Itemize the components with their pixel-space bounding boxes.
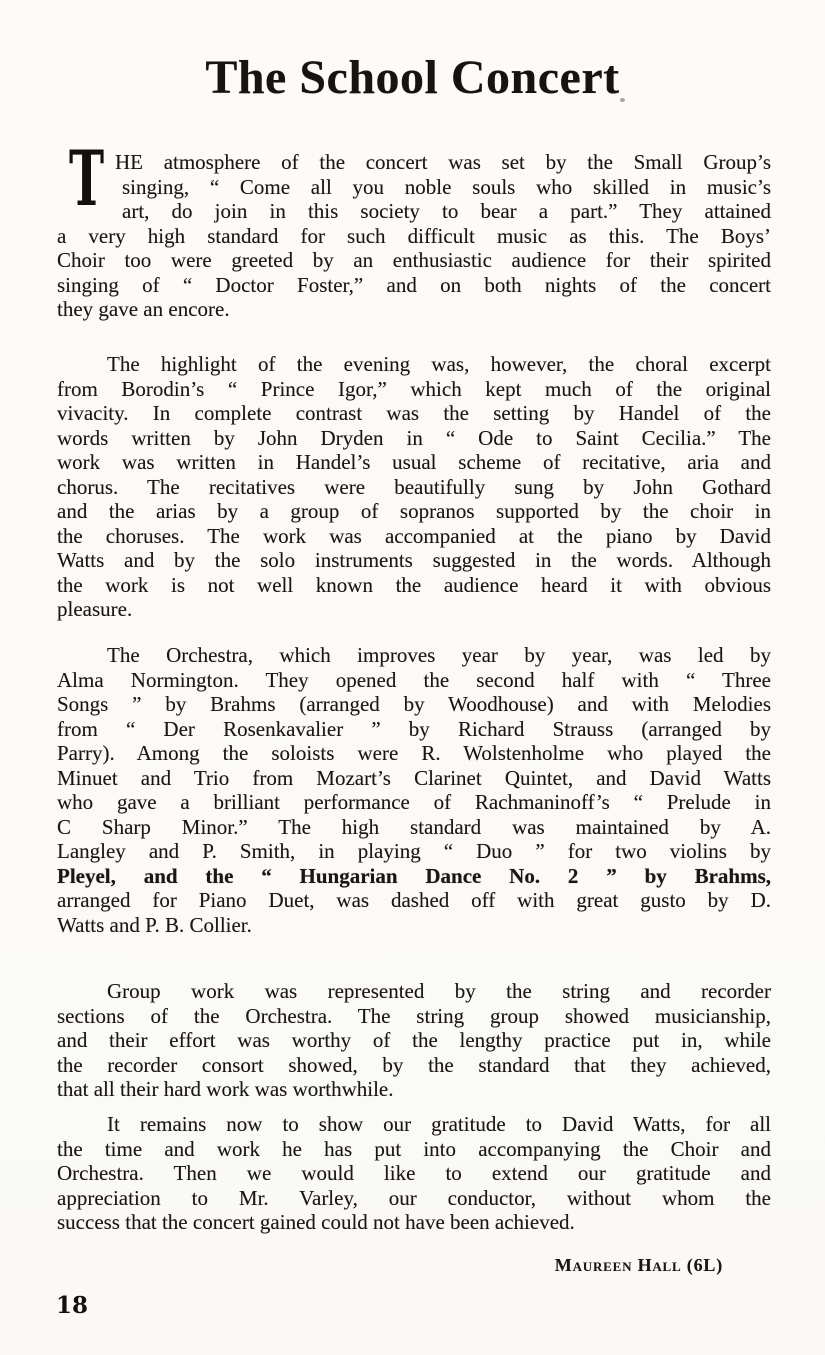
text-line: Minuet and Trio from Mozart’s Clarinet Quintet, and David Watts bbox=[57, 765, 771, 790]
article-body bbox=[57, 0, 771, 1355]
text-line: sections of the Orchestra. The string group showed musicianship, bbox=[57, 1003, 771, 1028]
text-line: Alma Normington. They opened the second half with “ Three bbox=[57, 667, 771, 692]
text-line: work was written in Handel’s usual scheme of recitative, aria and bbox=[57, 450, 771, 474]
text-line: vivacity. In complete contrast was the setting by Handel of the bbox=[57, 401, 771, 425]
text-line: that all their hard work was worthwhile. bbox=[57, 1077, 394, 1101]
article-title: The School Concert bbox=[205, 51, 620, 104]
text-line: the choruses. The work was accompanied at the piano by David bbox=[57, 523, 771, 548]
text-line: pleasure. bbox=[57, 597, 133, 621]
text-line: singing, “ Come all you noble souls who skilled in music’s bbox=[122, 174, 771, 199]
text-line: and the arias by a group of sopranos supported by the choir in bbox=[57, 499, 771, 523]
text-line: It remains now to show our gratitude to David Watts, for all bbox=[107, 1112, 771, 1136]
page-number: 18 bbox=[56, 1292, 89, 1319]
text-line: The highlight of the evening was, however, the choral excerpt bbox=[107, 352, 771, 376]
text-line: Songs ” by Brahms (arranged by Woodhouse) and with Melodies bbox=[57, 692, 771, 716]
text-line: HE atmosphere of the concert was set by the Small Group’s bbox=[115, 150, 771, 174]
paragraph bbox=[57, 979, 771, 1102]
text-line: Parry). Among the soloists were R. Wolstenholme who played the bbox=[57, 741, 771, 765]
paragraph bbox=[57, 352, 771, 622]
text-line: C Sharp Minor.” The high standard was maintained by A. bbox=[57, 814, 771, 839]
text-line: The Orchestra, which improves year by year, was led by bbox=[107, 643, 771, 667]
text-line: chorus. The recitatives were beautifully sung by John Gothard bbox=[57, 474, 771, 499]
text-line: Watts and P. B. Collier. bbox=[57, 912, 252, 937]
text-line: the work is not well known the audience heard it with obvious bbox=[57, 572, 771, 597]
text-line: Group work was represented by the string and recorder bbox=[107, 979, 771, 1003]
text-line: Watts and by the solo instruments suggested in the words. Although bbox=[57, 548, 771, 572]
text-line: from Borodin’s “ Prince Igor,” which kept much of the original bbox=[57, 376, 771, 401]
text-line: a very high standard for such difficult music as this. The Boys’ bbox=[57, 223, 771, 248]
text-line: they gave an encore. bbox=[57, 297, 230, 321]
text-line: and their effort was worthy of the lengthy practice put in, while bbox=[57, 1028, 771, 1052]
text-line: the time and work he has put into accompanying the Choir and bbox=[57, 1136, 771, 1161]
text-line: the recorder consort showed, by the standard that they achieved, bbox=[57, 1052, 771, 1077]
drop-cap: T bbox=[69, 134, 105, 223]
text-line: Langley and P. Smith, in playing “ Duo ” for two violins by bbox=[57, 839, 771, 863]
text-line: art, do join in this society to bear a part.” They attained bbox=[122, 199, 771, 223]
text-line: arranged for Piano Duet, was dashed off with great gusto by D. bbox=[57, 888, 771, 912]
text-line: words written by John Dryden in “ Ode to Saint Cecilia.” The bbox=[57, 425, 771, 450]
author-byline: Maureen Hall (6L) bbox=[554, 1255, 723, 1275]
text-line: success that the concert gained could not have been achieved. bbox=[57, 1210, 575, 1234]
text-line: from “ Der Rosenkavalier ” by Richard Strauss (arranged by bbox=[57, 716, 771, 741]
text-line: who gave a brilliant performance of Rachmaninoff’s “ Prelude in bbox=[57, 790, 771, 814]
text-line: singing of “ Doctor Foster,” and on both nights of the concert bbox=[57, 272, 771, 297]
paragraph bbox=[57, 134, 771, 322]
text-line: Choir too were greeted by an enthusiastic audience for their spirited bbox=[57, 248, 771, 272]
text-line: Pleyel, and the “ Hungarian Dance No. 2 ” by Brahms, bbox=[57, 863, 771, 888]
paragraph bbox=[57, 643, 771, 937]
text-line: appreciation to Mr. Varley, our conductor, without whom the bbox=[57, 1185, 771, 1210]
text-line: Orchestra. Then we would like to extend our gratitude and bbox=[57, 1161, 771, 1185]
paragraph bbox=[57, 1112, 771, 1235]
